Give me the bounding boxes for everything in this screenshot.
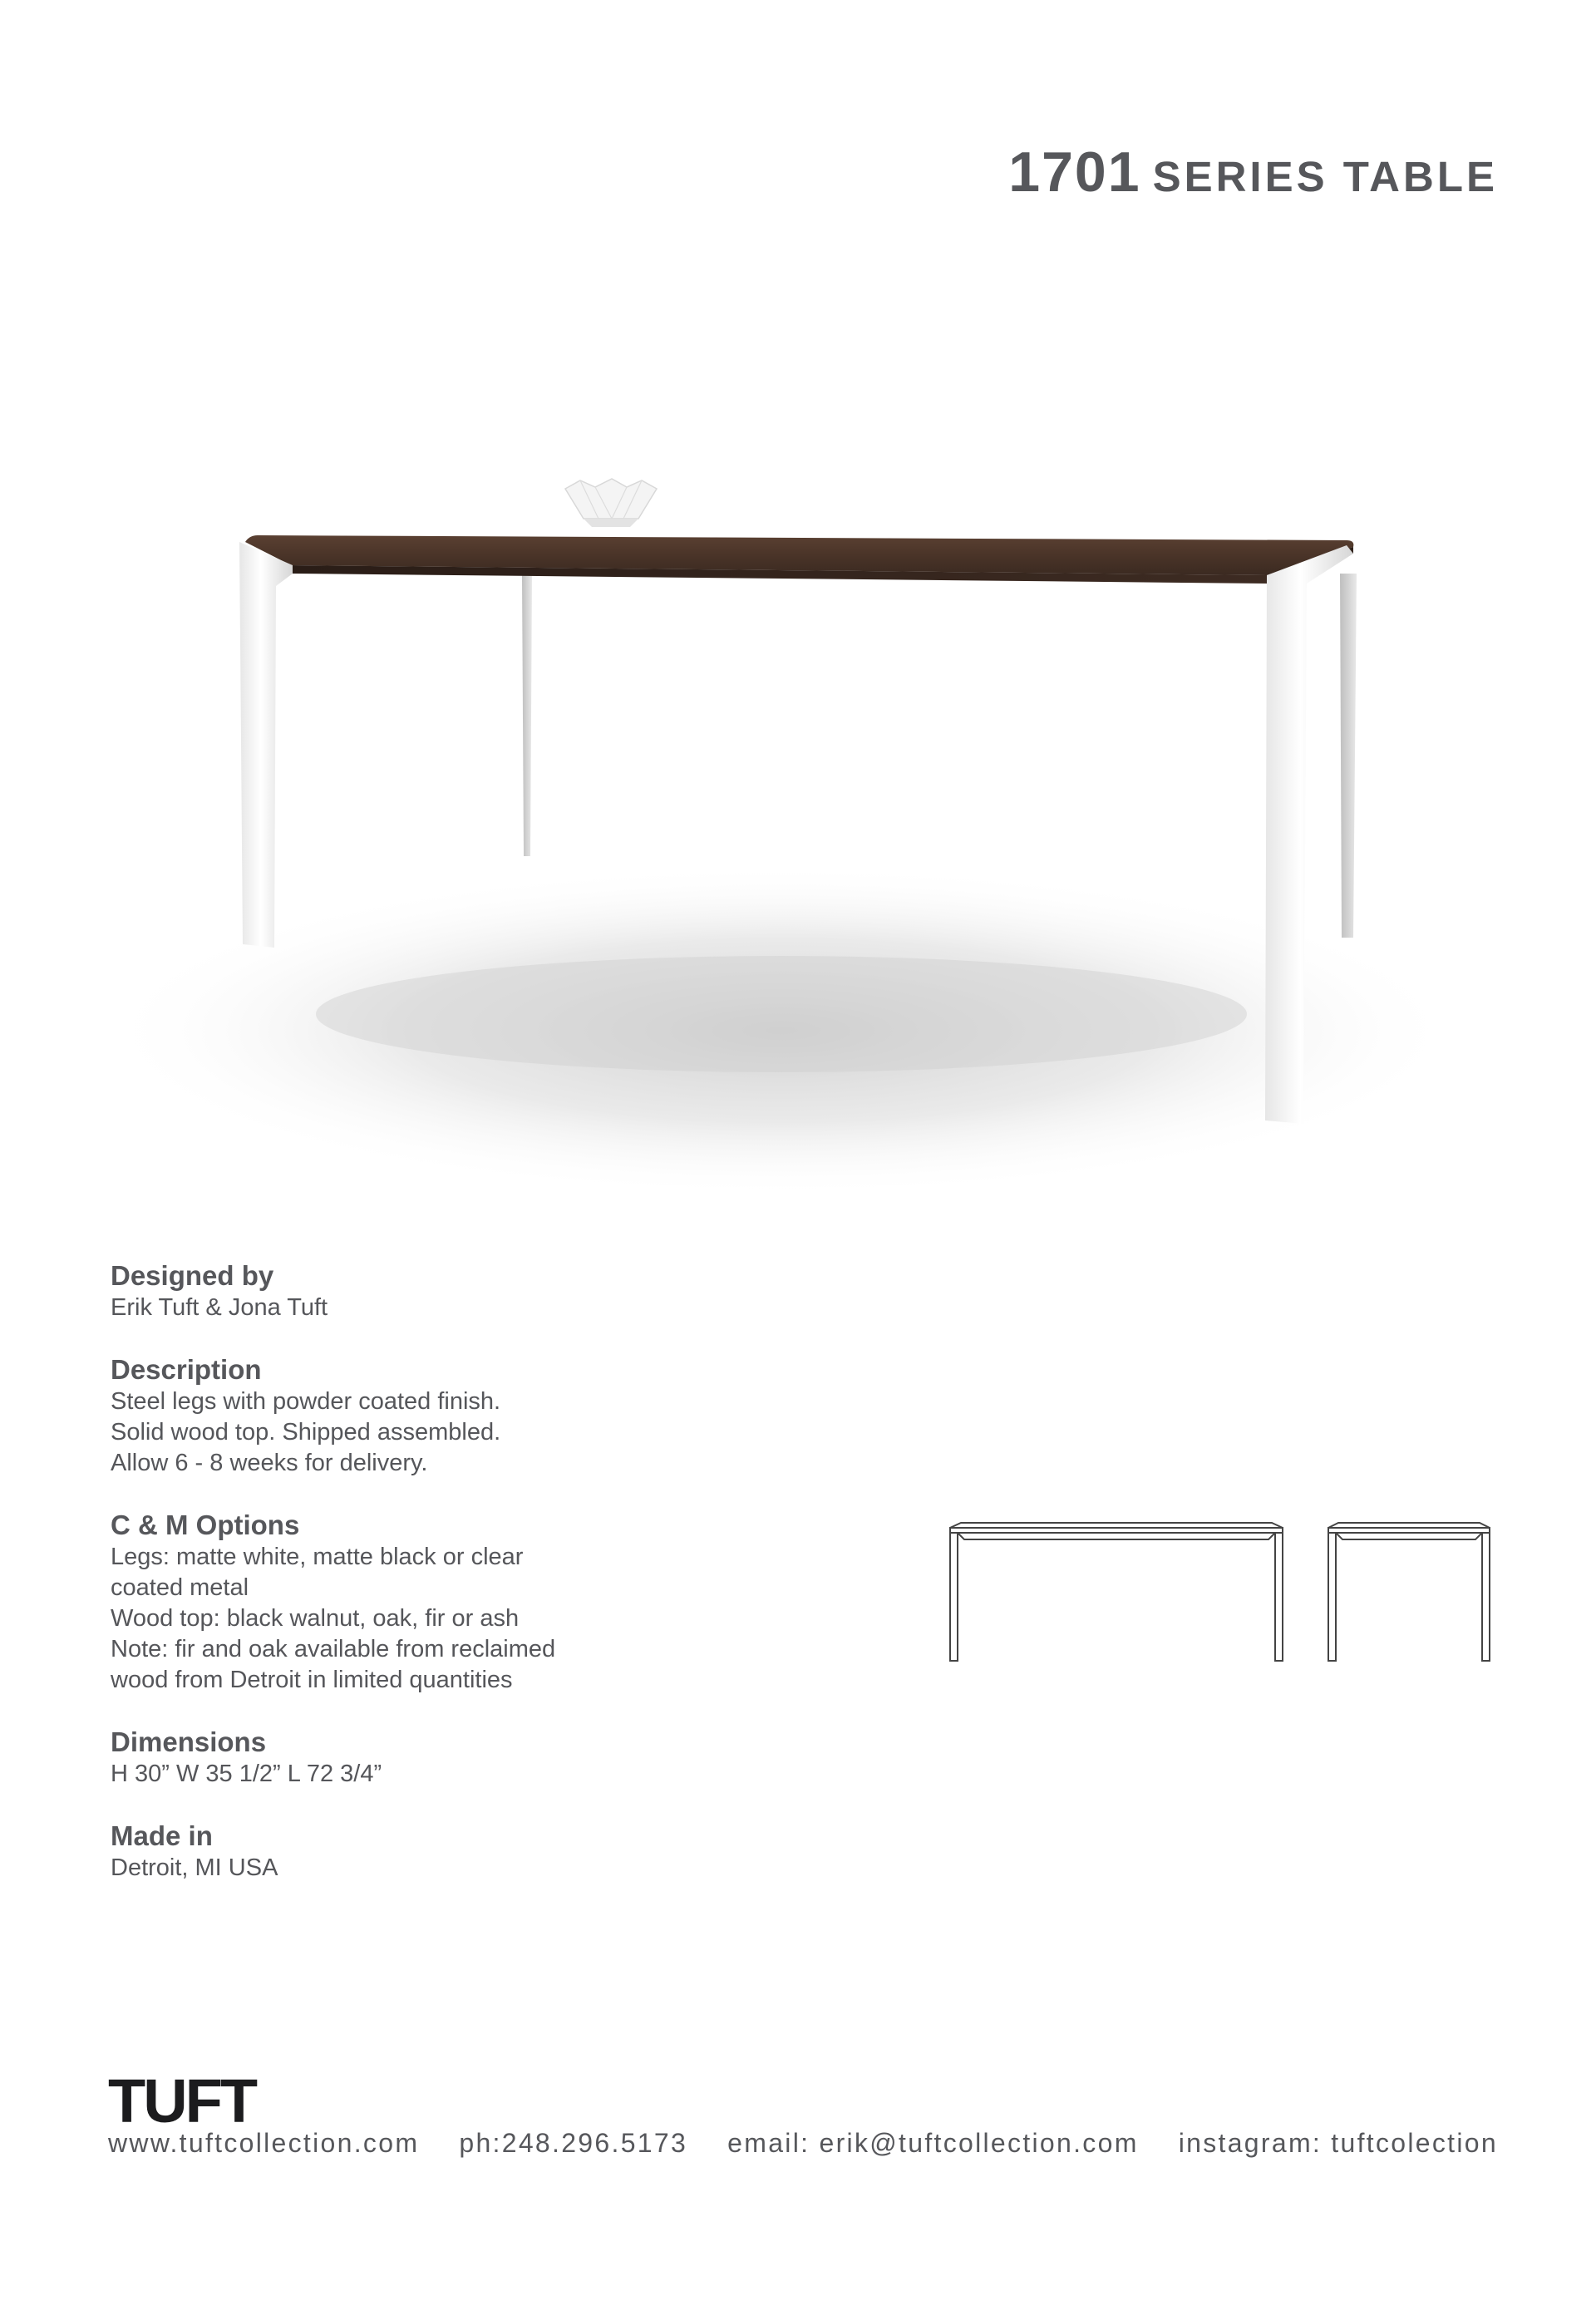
back-right-leg (1340, 574, 1357, 938)
email-link[interactable]: email: erik@tuftcollection.com (727, 2128, 1139, 2158)
spec-value: coated metal (111, 1574, 249, 1601)
tuft-logo: TUFT (108, 2066, 256, 2135)
spec-label: C & M Options (111, 1510, 300, 1540)
spec-options (111, 1509, 776, 1696)
instagram-handle[interactable]: instagram: tuftcolection (1178, 2128, 1498, 2158)
front-elevation-drawing (950, 1523, 1283, 1661)
side-elevation-drawing (1328, 1523, 1490, 1661)
website-link[interactable]: www.tuftcollection.com (108, 2128, 420, 2158)
spec-value: Erik Tuft & Jona Tuft (111, 1294, 328, 1321)
spec-value: Allow 6 - 8 weeks for delivery. (111, 1450, 428, 1476)
spec-value: Detroit, MI USA (111, 1854, 278, 1881)
spec-value: wood from Detroit in limited quantities (111, 1667, 513, 1693)
series-number: 1701 (1008, 140, 1141, 204)
spec-value: Legs: matte white, matte black or clear (111, 1544, 524, 1570)
series-name: SERIES TABLE (1152, 153, 1498, 200)
phone-number: ph:248.296.5173 (459, 2128, 688, 2158)
spec-dimensions (111, 1726, 776, 1790)
spec-value: H 30” W 35 1/2” L 72 3/4” (111, 1761, 382, 1787)
spec-description (111, 1353, 776, 1479)
page-title (1008, 140, 1498, 204)
spec-value: Solid wood top. Shipped assembled. (111, 1419, 501, 1446)
spec-label: Designed by (111, 1260, 274, 1291)
spec-list (111, 1259, 776, 1913)
spec-made-in (111, 1820, 776, 1884)
spec-value: Wood top: black walnut, oak, fir or ash (111, 1605, 520, 1632)
spec-label: Made in (111, 1820, 213, 1851)
contact-footer (108, 2128, 1498, 2159)
line-drawings (948, 1519, 1496, 1669)
spec-value: Note: fir and oak available from reclaimed (111, 1636, 556, 1662)
back-left-leg (522, 575, 532, 856)
table-photo (100, 449, 1505, 1263)
spec-value: Steel legs with powder coated finish. (111, 1388, 501, 1415)
bowl-decor (565, 479, 657, 519)
spec-label: Dimensions (111, 1726, 267, 1757)
front-left-leg (239, 542, 293, 948)
spec-label: Description (111, 1354, 262, 1385)
spec-designed-by (111, 1259, 776, 1323)
